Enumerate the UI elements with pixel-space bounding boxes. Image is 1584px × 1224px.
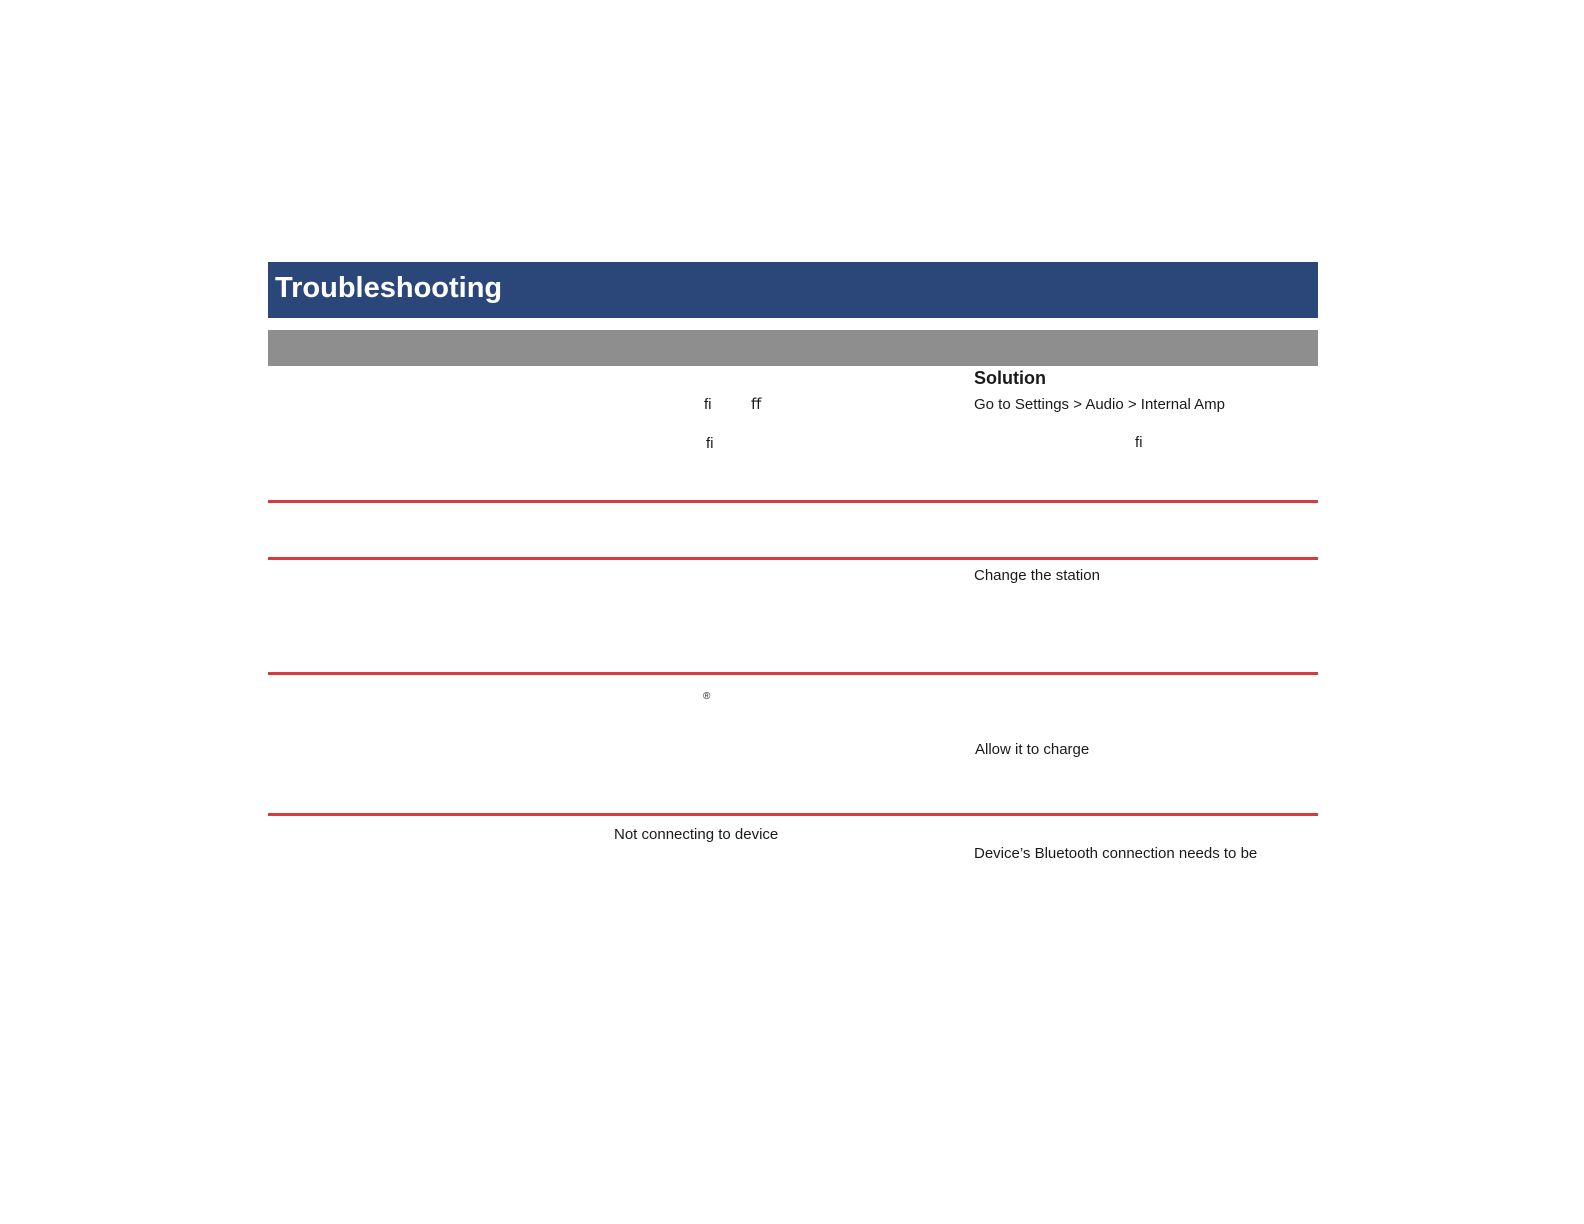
row-divider xyxy=(268,813,1318,816)
solution-text: Change the station xyxy=(974,567,1100,584)
ligature-glyph: ﬁ xyxy=(706,435,714,452)
row-divider xyxy=(268,500,1318,503)
solution-text: Allow it to charge xyxy=(975,741,1090,758)
row-divider xyxy=(268,672,1318,675)
registered-mark: ® xyxy=(703,691,711,702)
page-title: Troubleshooting xyxy=(275,272,503,304)
table-header-band xyxy=(268,330,1318,366)
ligature-glyph: ﬀ xyxy=(751,396,762,413)
solution-column-header: Solution xyxy=(974,368,1046,388)
solution-text: Device’s Bluetooth connection needs to be xyxy=(974,845,1258,862)
problem-text: Not connecting to device xyxy=(614,826,779,843)
solution-text: Go to Settings > Audio > Internal Amp xyxy=(974,396,1225,413)
title-bar xyxy=(268,262,1318,318)
ligature-glyph: ﬁ xyxy=(704,396,712,413)
ligature-glyph: ﬁ xyxy=(1135,434,1143,451)
row-divider xyxy=(268,557,1318,560)
